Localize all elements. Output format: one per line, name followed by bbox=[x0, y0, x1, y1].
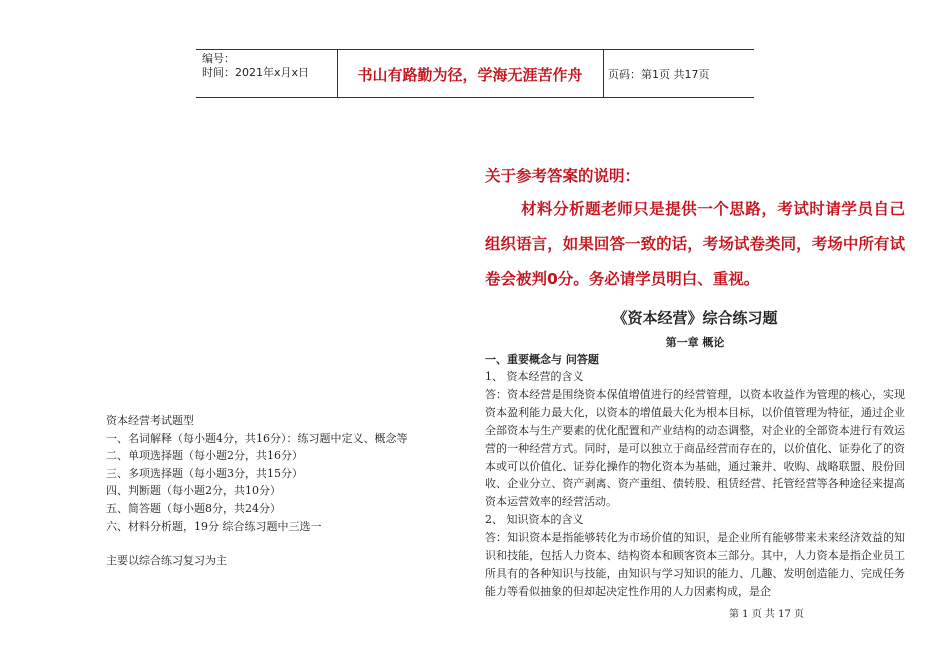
document-title: 《资本经营》综合练习题 bbox=[612, 309, 778, 327]
exam-type-item: 四、判断题（每小题2分，共10分） bbox=[106, 484, 281, 498]
review-note: 主要以综合练习复习为主 bbox=[106, 554, 227, 568]
header-meta bbox=[202, 52, 309, 80]
number-label: 编号： bbox=[202, 52, 235, 65]
notice-body: 材料分析题老师只是提供一个思路，考试时请学员自己组织语言，如果回答一致的话，考场试卷类同，考场中所有试卷会被判0分。务必请学员明白、重视。 bbox=[485, 200, 905, 288]
question-1: 1、 资本经营的含义 bbox=[485, 370, 584, 383]
time-label: 时间：2021年x月x日 bbox=[202, 66, 310, 79]
chapter-heading: 第一章 概论 bbox=[665, 336, 725, 349]
header-page-info: 页码：第1页 共17页 bbox=[608, 68, 710, 81]
header-divider bbox=[603, 50, 604, 97]
exam-type-item: 一、名词解释（每小题4分，共16分）：练习题中定义、概念等 bbox=[106, 431, 408, 445]
exam-type-item: 六、材料分析题，19分 综合练习题中三选一 bbox=[106, 519, 322, 533]
section-heading: 一、重要概念与 问答题 bbox=[485, 353, 599, 366]
header-divider bbox=[337, 50, 338, 97]
notice-title: 关于参考答案的说明： bbox=[485, 167, 641, 185]
exam-type-item: 三、多项选择题（每小题3分，共15分） bbox=[106, 466, 303, 480]
exam-types-title: 资本经营考试题型 bbox=[106, 414, 194, 427]
page-footer: 第 1 页 共 17 页 bbox=[729, 609, 804, 620]
page-header bbox=[196, 49, 754, 98]
exam-type-item: 五、简答题（每小题8分，共24分） bbox=[106, 501, 281, 515]
question-2: 2、 知识资本的含义 bbox=[485, 513, 584, 527]
answer-1: 答：资本经营是围绕资本保值增值进行的经营管理，以资本收益作为管理的核心，实现资本盈利能力最大化，以资本的增值最大化为根本目标，以价值管理为特征，通过企业全部资本与生产要素的优化配置和产业结构的动态调整，对企业的全部资本进行有效运营的一种经营方式。同时，是可以独立于商品经营而存在的，以价值化、证券化了的资本或可以价值化、证券化操作的物化资本为基础，通过兼并、收购、战略联盟、股份回收、企业分立、资产剥离、资产重组、债转股、租赁经营、托管经营等各种途径来提高资本运营效率的经营活动。 bbox=[485, 387, 905, 509]
header-motto: 书山有路勤为径，学海无涯苦作舟 bbox=[357, 66, 583, 84]
exam-types bbox=[106, 412, 466, 570]
exam-type-item: 二、单项选择题（每小题2分，共16分） bbox=[106, 449, 303, 463]
answer-2: 答：知识资本是指能够转化为市场价值的知识，是企业所有能够带来未来经济效益的知识和技能，包括人力资本、结构资本和顾客资本三部分。其中，人力资本是指企业员工所具有的各种知识与技能，由知识与学习知识的能力、几趣、发明创造能力、完成任务能力等看似抽象的但却起决定性作用的人力因素构成，是企 bbox=[485, 531, 905, 598]
main-content bbox=[485, 160, 905, 601]
